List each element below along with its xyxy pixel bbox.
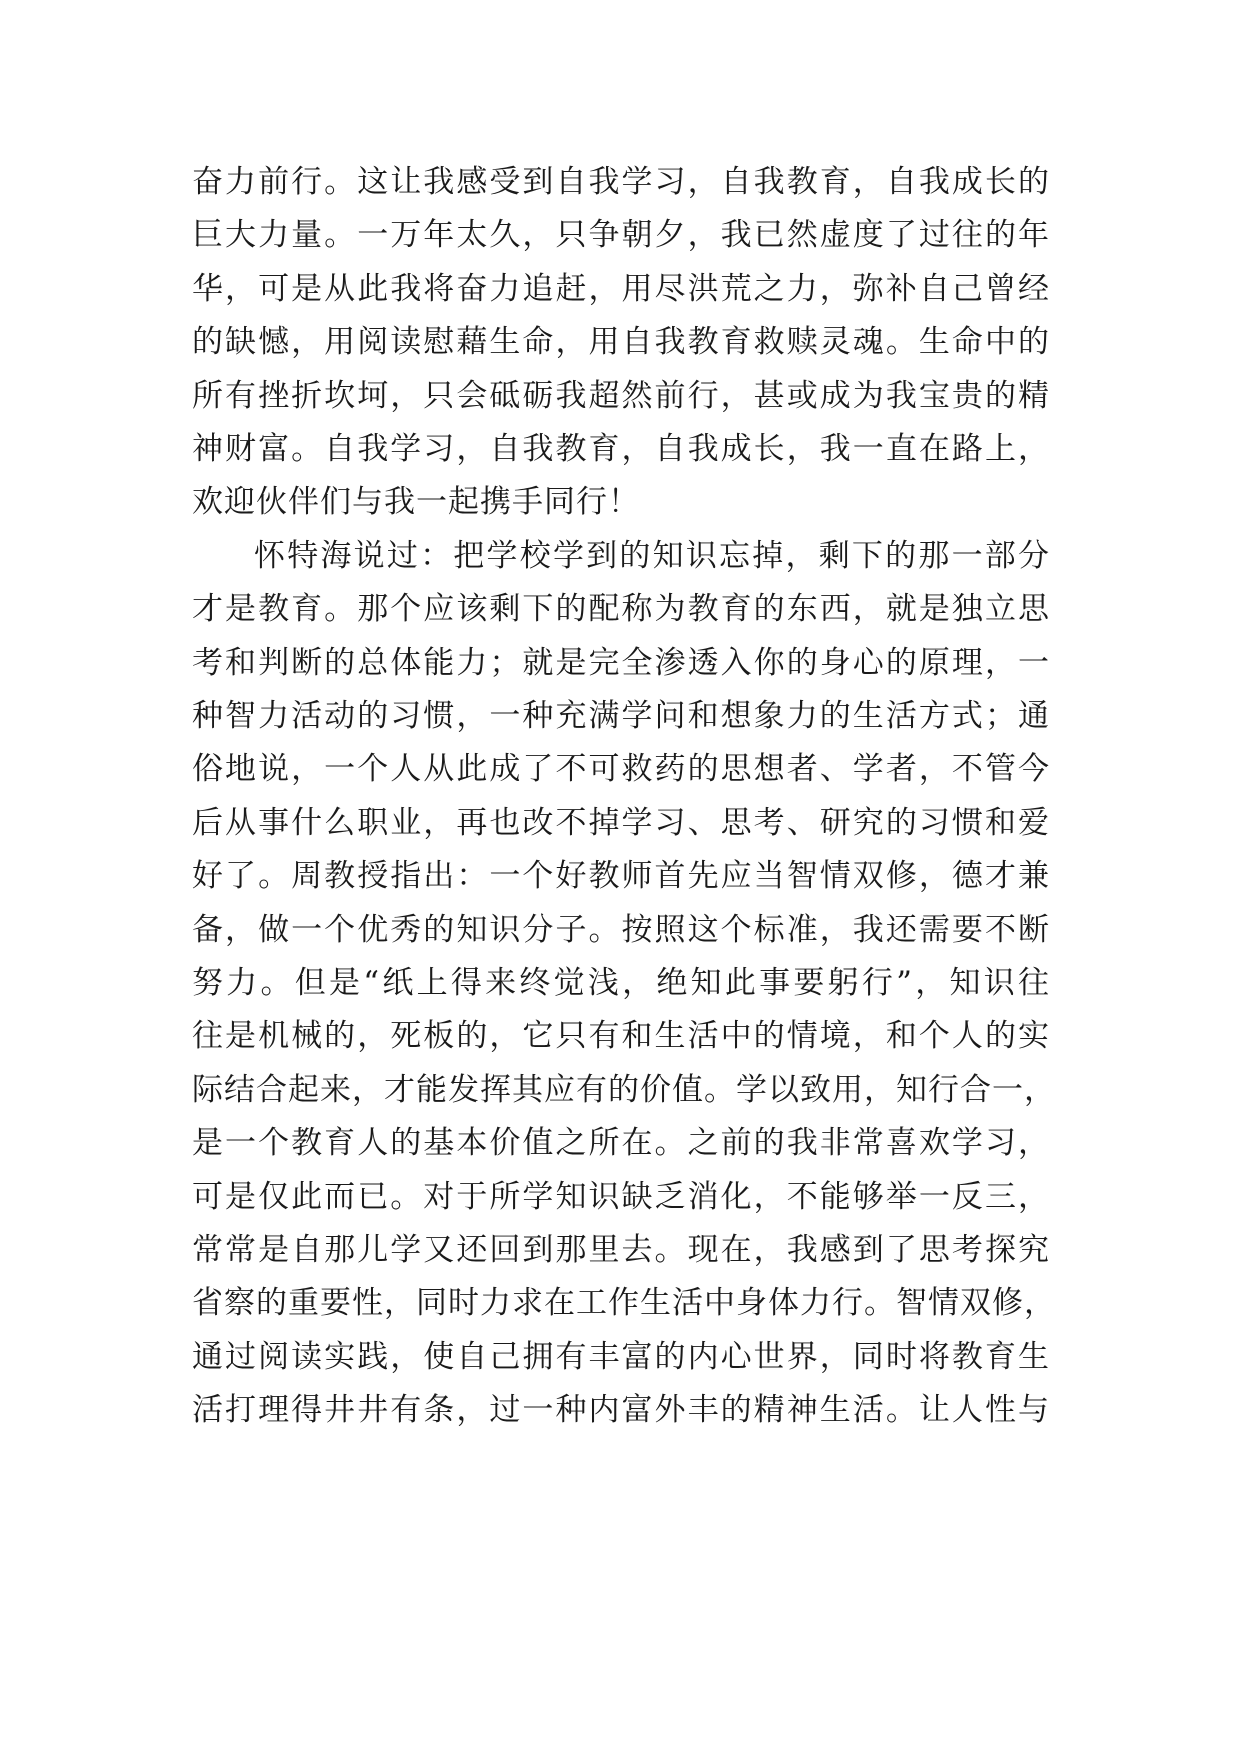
text-line: 巨大力量。一万年太久，只争朝夕，我已然虚度了过往的年: [192, 217, 1050, 254]
text-line: 所有挫折坎坷，只会砥砺我超然前行，甚或成为我宝贵的精: [192, 377, 1050, 414]
text-line: 种智力活动的习惯，一种充满学问和想象力的生活方式；通: [192, 698, 1050, 734]
text-line: 好了。周教授指出：一个好教师首先应当智情双修，德才兼: [192, 858, 1050, 895]
text-line: 往是机械的，死板的，它只有和生活中的情境，和个人的实: [192, 1018, 1050, 1055]
text-line: 活打理得井井有条，过一种内富外丰的精神生活。让人性与: [192, 1392, 1050, 1429]
text-line: 备，做一个优秀的知识分子。按照这个标准，我还需要不断: [192, 911, 1050, 948]
text-line: 华，可是从此我将奋力追赶，用尽洪荒之力，弥补自己曾经: [192, 270, 1050, 307]
text-line: 省察的重要性，同时力求在工作生活中身体力行。智情双修，: [192, 1285, 1056, 1322]
text-line: 神财富。自我学习，自我教育，自我成长，我一直在路上，: [192, 431, 1050, 467]
text-line: 努力。但是“纸上得来终觉浅，绝知此事要躬行”，知识往: [192, 965, 1050, 1001]
text-line: 常常是自那儿学又还回到那里去。现在，我感到了思考探究: [192, 1232, 1050, 1268]
text-line: 是一个教育人的基本价值之所在。之前的我非常喜欢学习，: [192, 1125, 1050, 1162]
text-line: 际结合起来，才能发挥其应有的价值。学以致用，知行合一，: [192, 1071, 1056, 1108]
paragraph-first-line: 怀特海说过：把学校学到的知识忘掉，剩下的那一部分: [254, 537, 1050, 574]
text-line: 后从事什么职业，再也改不掉学习、思考、研究的习惯和爱: [192, 804, 1050, 841]
text-line: 才是教育。那个应该剩下的配称为教育的东西，就是独立思: [192, 591, 1050, 628]
text-line: 欢迎伙伴们与我一起携手同行！: [192, 484, 640, 521]
text-line: 奋力前行。这让我感受到自我学习，自我教育，自我成长的: [192, 164, 1050, 200]
text-line: 的缺憾，用阅读慰藉生命，用自我教育救赎灵魂。生命中的: [192, 324, 1050, 361]
text-line: 通过阅读实践，使自己拥有丰富的内心世界，同时将教育生: [192, 1338, 1050, 1375]
text-line: 俗地说，一个人从此成了不可救药的思想者、学者，不管今: [192, 751, 1050, 788]
text-line: 可是仅此而已。对于所学知识缺乏消化，不能够举一反三，: [192, 1178, 1050, 1215]
text-line: 考和判断的总体能力；就是完全渗透入你的身心的原理，一: [192, 644, 1050, 681]
